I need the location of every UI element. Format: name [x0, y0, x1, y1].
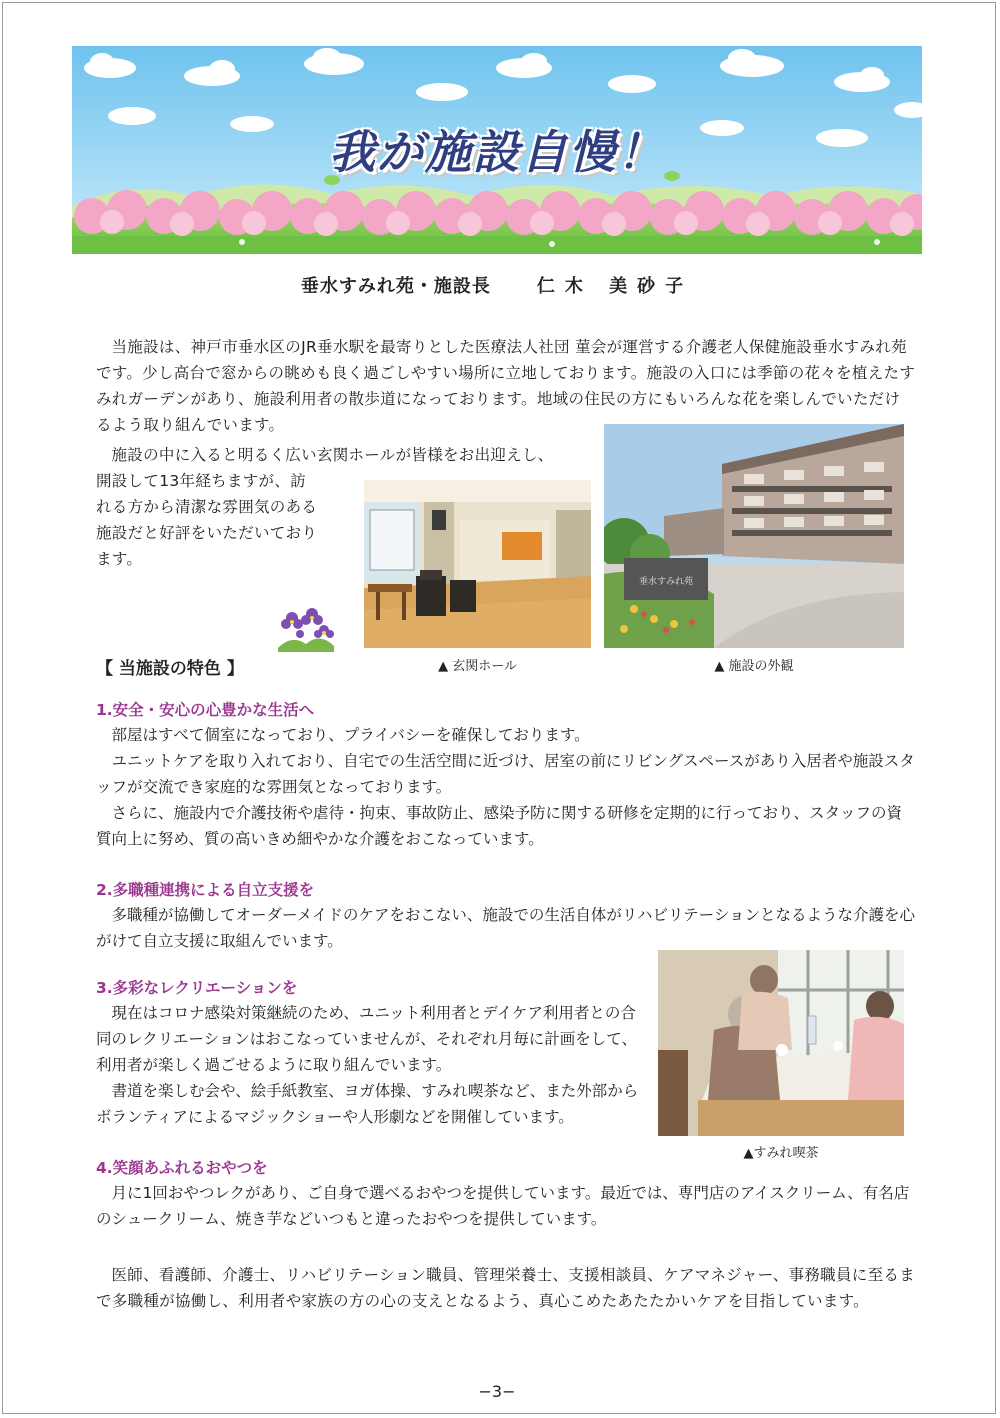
- features-heading: 【 当施設の特色 】: [96, 659, 244, 679]
- exterior-sign-text: 垂水すみれ苑: [638, 577, 694, 587]
- intro-paragraph-2: [96, 442, 596, 468]
- feature-2-text-1: 多職種が協働してオーダーメイドのケアをおこない、施設での生活自体がリハビリテーションとなるような介護を心がけて自立支援に取組んでいます。: [96, 906, 916, 950]
- violet-flower-icon: [272, 604, 340, 652]
- intro-text: 当施設は、神戸市垂水区のJR垂水駅を最寄りとした医療法人社団 菫会が運営する介護老人保健施設垂水すみれ苑です。少し高台で窓からの眺めも良く過ごしやすい場所に立地しております。施設の入口には季節の花々を植えたすみれガーデンがあり、施設利用者の散歩道になっております。地域の住民の方にもいろんな花を楽しんでいただけるよう取り組んでいます。: [96, 338, 916, 434]
- author-role: 垂水すみれ苑・施設長: [300, 276, 491, 297]
- exterior-caption: ▲ 施設の外観: [714, 659, 794, 674]
- feature-1-text-1: 部屋はすべて個室になっており、プライバシーを確保しております。: [111, 726, 590, 744]
- feature-3-text-2: 書道を楽しむ会や、絵手紙教室、ヨガ体操、すみれ喫茶など、また外部からボランティアによるマジックショーや人形劇などを開催しています。: [96, 1082, 639, 1126]
- feature-4-body: [96, 1180, 916, 1232]
- banner-title: 我が施設自慢！: [329, 125, 665, 179]
- entrance-hall-photo: [364, 480, 591, 648]
- intro-text-2a: 施設の中に入ると明るく広い玄関ホールが皆様をお出迎えし、: [111, 446, 554, 464]
- cafe-photo: [658, 950, 904, 1136]
- feature-1-text-2: ユニットケアを取り入れており、自宅での生活空間に近づけ、居室の前にリビングスペースがあり入居者や施設スタッフが交流でき家庭的な雰囲気となっております。: [96, 752, 915, 796]
- feature-2-title: 2.多職種連携による自立支援を: [96, 881, 315, 899]
- feature-1-body: [96, 722, 916, 852]
- intro-paragraph-2-rest: [96, 468, 318, 572]
- feature-4-title: 4.笑顔あふれるおやつを: [96, 1159, 268, 1177]
- feature-3-body: [96, 1000, 640, 1130]
- closing-paragraph: [96, 1262, 916, 1314]
- feature-4-text-1: 月に1回おやつレクがあり、ご自身で選べるおやつを提供しています。最近では、専門店のアイスクリーム、有名店のシュークリーム、焼き芋などいつもと違ったおやつを提供しています。: [96, 1184, 910, 1228]
- header-banner: [72, 46, 922, 254]
- author-name: 仁木 美砂子: [536, 276, 694, 297]
- cafe-caption: ▲すみれ喫茶: [743, 1146, 819, 1161]
- intro-text-2b: 開設して13年経ちますが、訪れる方から清潔な雰囲気のある施設だと好評をいただいております。: [96, 472, 318, 568]
- exterior-photo: [604, 424, 904, 648]
- feature-3-text-1: 現在はコロナ感染対策継続のため、ユニット利用者とデイケア利用者との合同のレクリエーションはおこなっていませんが、それぞれ月毎に計画をして、利用者が楽しく過ごせるように取り組んでいます。: [96, 1004, 637, 1074]
- entrance-hall-caption: ▲ 玄関ホール: [438, 659, 517, 674]
- author-byline: [0, 272, 994, 298]
- feature-1-title: 1.安全・安心の心豊かな生活へ: [96, 701, 315, 719]
- feature-2-body: [96, 902, 916, 954]
- feature-1-text-3: さらに、施設内で介護技術や虐待・拘束、事故防止、感染予防に関する研修を定期的に行っており、スタッフの資質向上に努め、質の高いきめ細やかな介護をおこなっています。: [96, 804, 903, 848]
- feature-3-title: 3.多彩なレクリエーションを: [96, 979, 298, 997]
- page-number: −3−: [478, 1382, 516, 1401]
- closing-text: 医師、看護師、介護士、リハビリテーション職員、管理栄養士、支援相談員、ケアマネジャー、事務職員に至るまで多職種が協働し、利用者や家族の方の心の支えとなるよう、真心こめたあたたかいケアを目指しています。: [96, 1266, 915, 1310]
- intro-paragraph: [96, 334, 916, 438]
